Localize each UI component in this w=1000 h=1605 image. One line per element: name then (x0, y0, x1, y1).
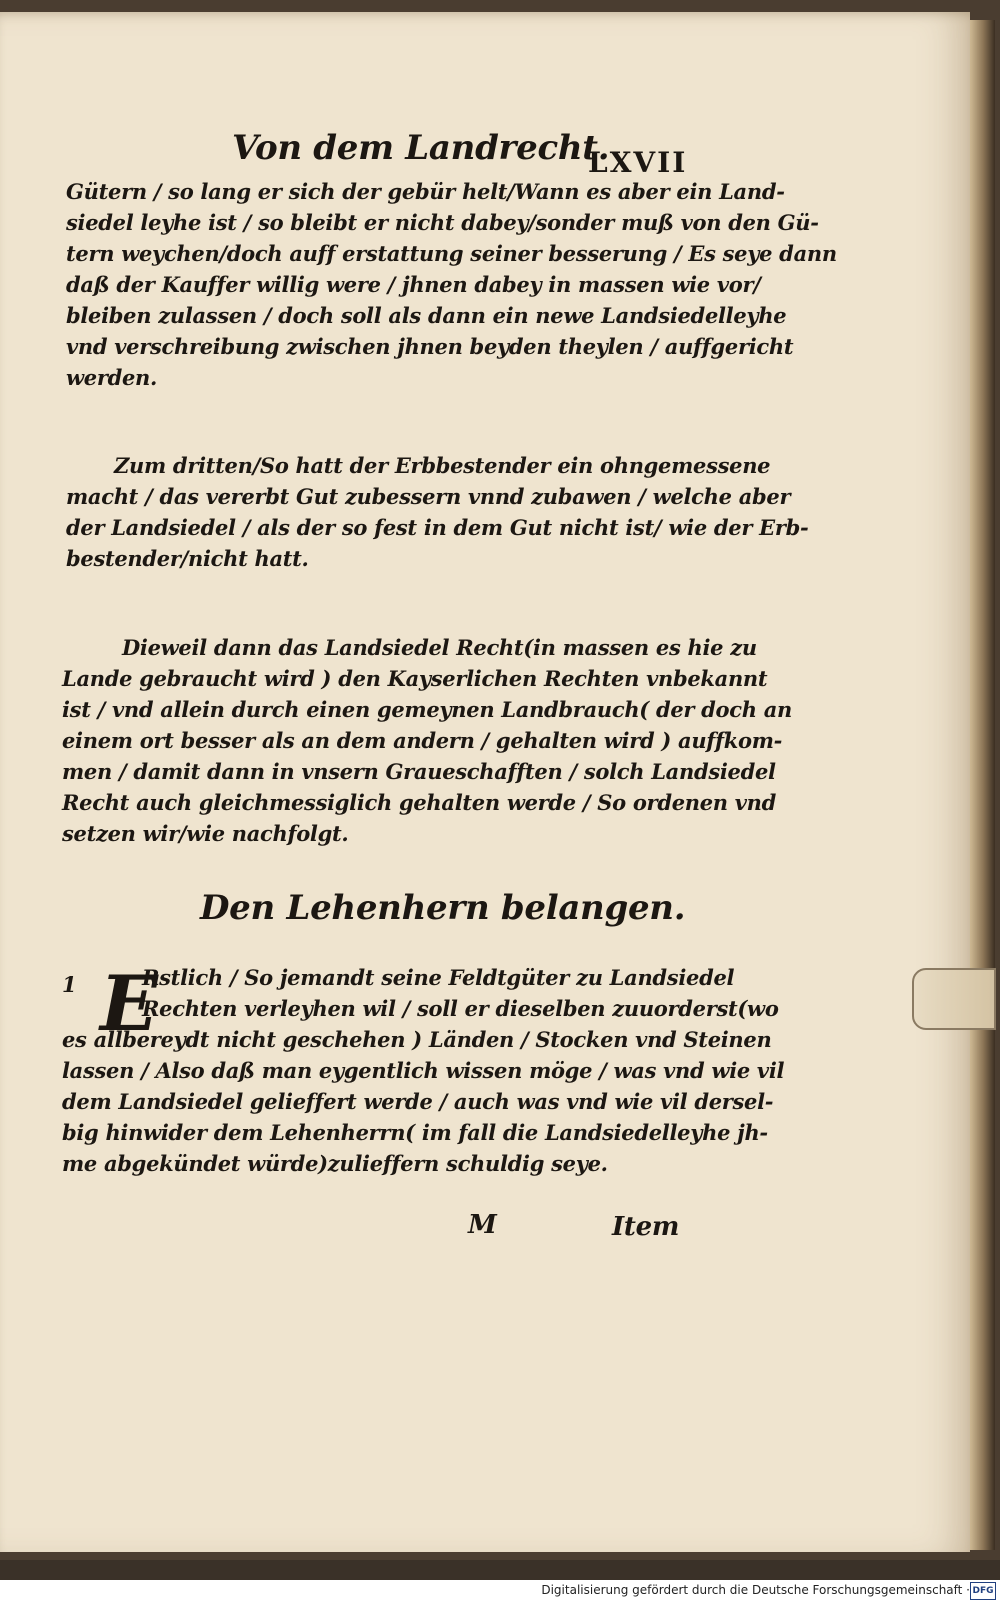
text-line: dem Landsiedel gelieffert werde / auch was vnd wie vil dersel- (62, 1089, 774, 1114)
text-line: bleiben zulassen / doch soll als dann ein newe Landsiedelleyhe (66, 303, 787, 328)
running-head: Von dem Landrecht. (232, 128, 610, 168)
item-number: 1 (62, 972, 77, 997)
signature-mark: M (468, 1210, 497, 1240)
section-heading: Den Lehenhern belangen. (200, 888, 686, 928)
text-line: bestender/nicht hatt. (66, 546, 309, 571)
paragraph-1 (66, 176, 837, 393)
text-line: Rstlich / So jemandt seine Feldtgüter zu Landsiedel (142, 965, 735, 990)
paragraph-3 (62, 632, 793, 849)
dfg-logo-icon: DFG (970, 1582, 996, 1600)
folio-number: LXVII (588, 146, 688, 179)
funding-notice: Digitalisierung gefördert durch die Deutsche Forschungsgemeinschaft · (541, 1583, 970, 1597)
text-line: ist / vnd allein durch einen gemeynen Landbrauch( der doch an (62, 697, 793, 722)
text-line: Zum dritten/So hatt der Erbbestender ein ohngemessene (114, 453, 771, 478)
text-line: siedel leyhe ist / so bleibt er nicht dabey/sonder muß von den Gü- (66, 210, 819, 235)
text-line: der Landsiedel / als der so fest in dem Gut nicht ist/ wie der Erb- (66, 515, 809, 540)
text-line: me abgekündet würde)zulieffern schuldig seye. (62, 1151, 608, 1176)
text-line: Lande gebraucht wird ) den Kayserlichen Rechten vnbekannt (62, 666, 768, 691)
text-line: Gütern / so lang er sich der gebür helt/Wann es aber ein Land- (66, 179, 785, 204)
text-line: macht / das vererbt Gut zubessern vnnd zubawen / welche aber (66, 484, 791, 509)
text-line: setzen wir/wie nachfolgt. (62, 821, 349, 846)
text-line: men / damit dann in vnsern Graueschafften / solch Landsiedel (62, 759, 776, 784)
text-line: daß der Kauffer willig were / jhnen dabey in massen wie vor/ (66, 272, 761, 297)
catchword: Item (612, 1212, 680, 1242)
page-tab (912, 968, 996, 1030)
text-line: big hinwider dem Lehenherrn( im fall die Landsiedelleyhe jh- (62, 1120, 768, 1145)
text-line: lassen / Also daß man eygentlich wissen möge / was vnd wie vil (62, 1058, 785, 1083)
text-line: es allbereydt nicht geschehen ) Länden / Stocken vnd Steinen (62, 1027, 772, 1052)
text-line: einem ort besser als an dem andern / gehalten wird ) auffkom- (62, 728, 783, 753)
text-line: Rechten verleyhen wil / soll er dieselben zuuorderst(wo (142, 996, 779, 1021)
text-line: tern weychen/doch auff erstattung seiner besserung / Es seye dann (66, 241, 837, 266)
decorated-initial: E (100, 959, 158, 1048)
paragraph-2 (66, 450, 809, 574)
text-line: Dieweil dann das Landsiedel Recht(in massen es hie zu (122, 635, 757, 660)
paragraph-4 (62, 959, 785, 1179)
text-line: Recht auch gleichmessiglich gehalten werde / So ordenen vnd (62, 790, 777, 815)
text-line: werden. (66, 365, 158, 390)
footer-bar (0, 1580, 1000, 1605)
text-line: vnd verschreibung zwischen jhnen beyden theylen / auffgericht (66, 334, 794, 359)
